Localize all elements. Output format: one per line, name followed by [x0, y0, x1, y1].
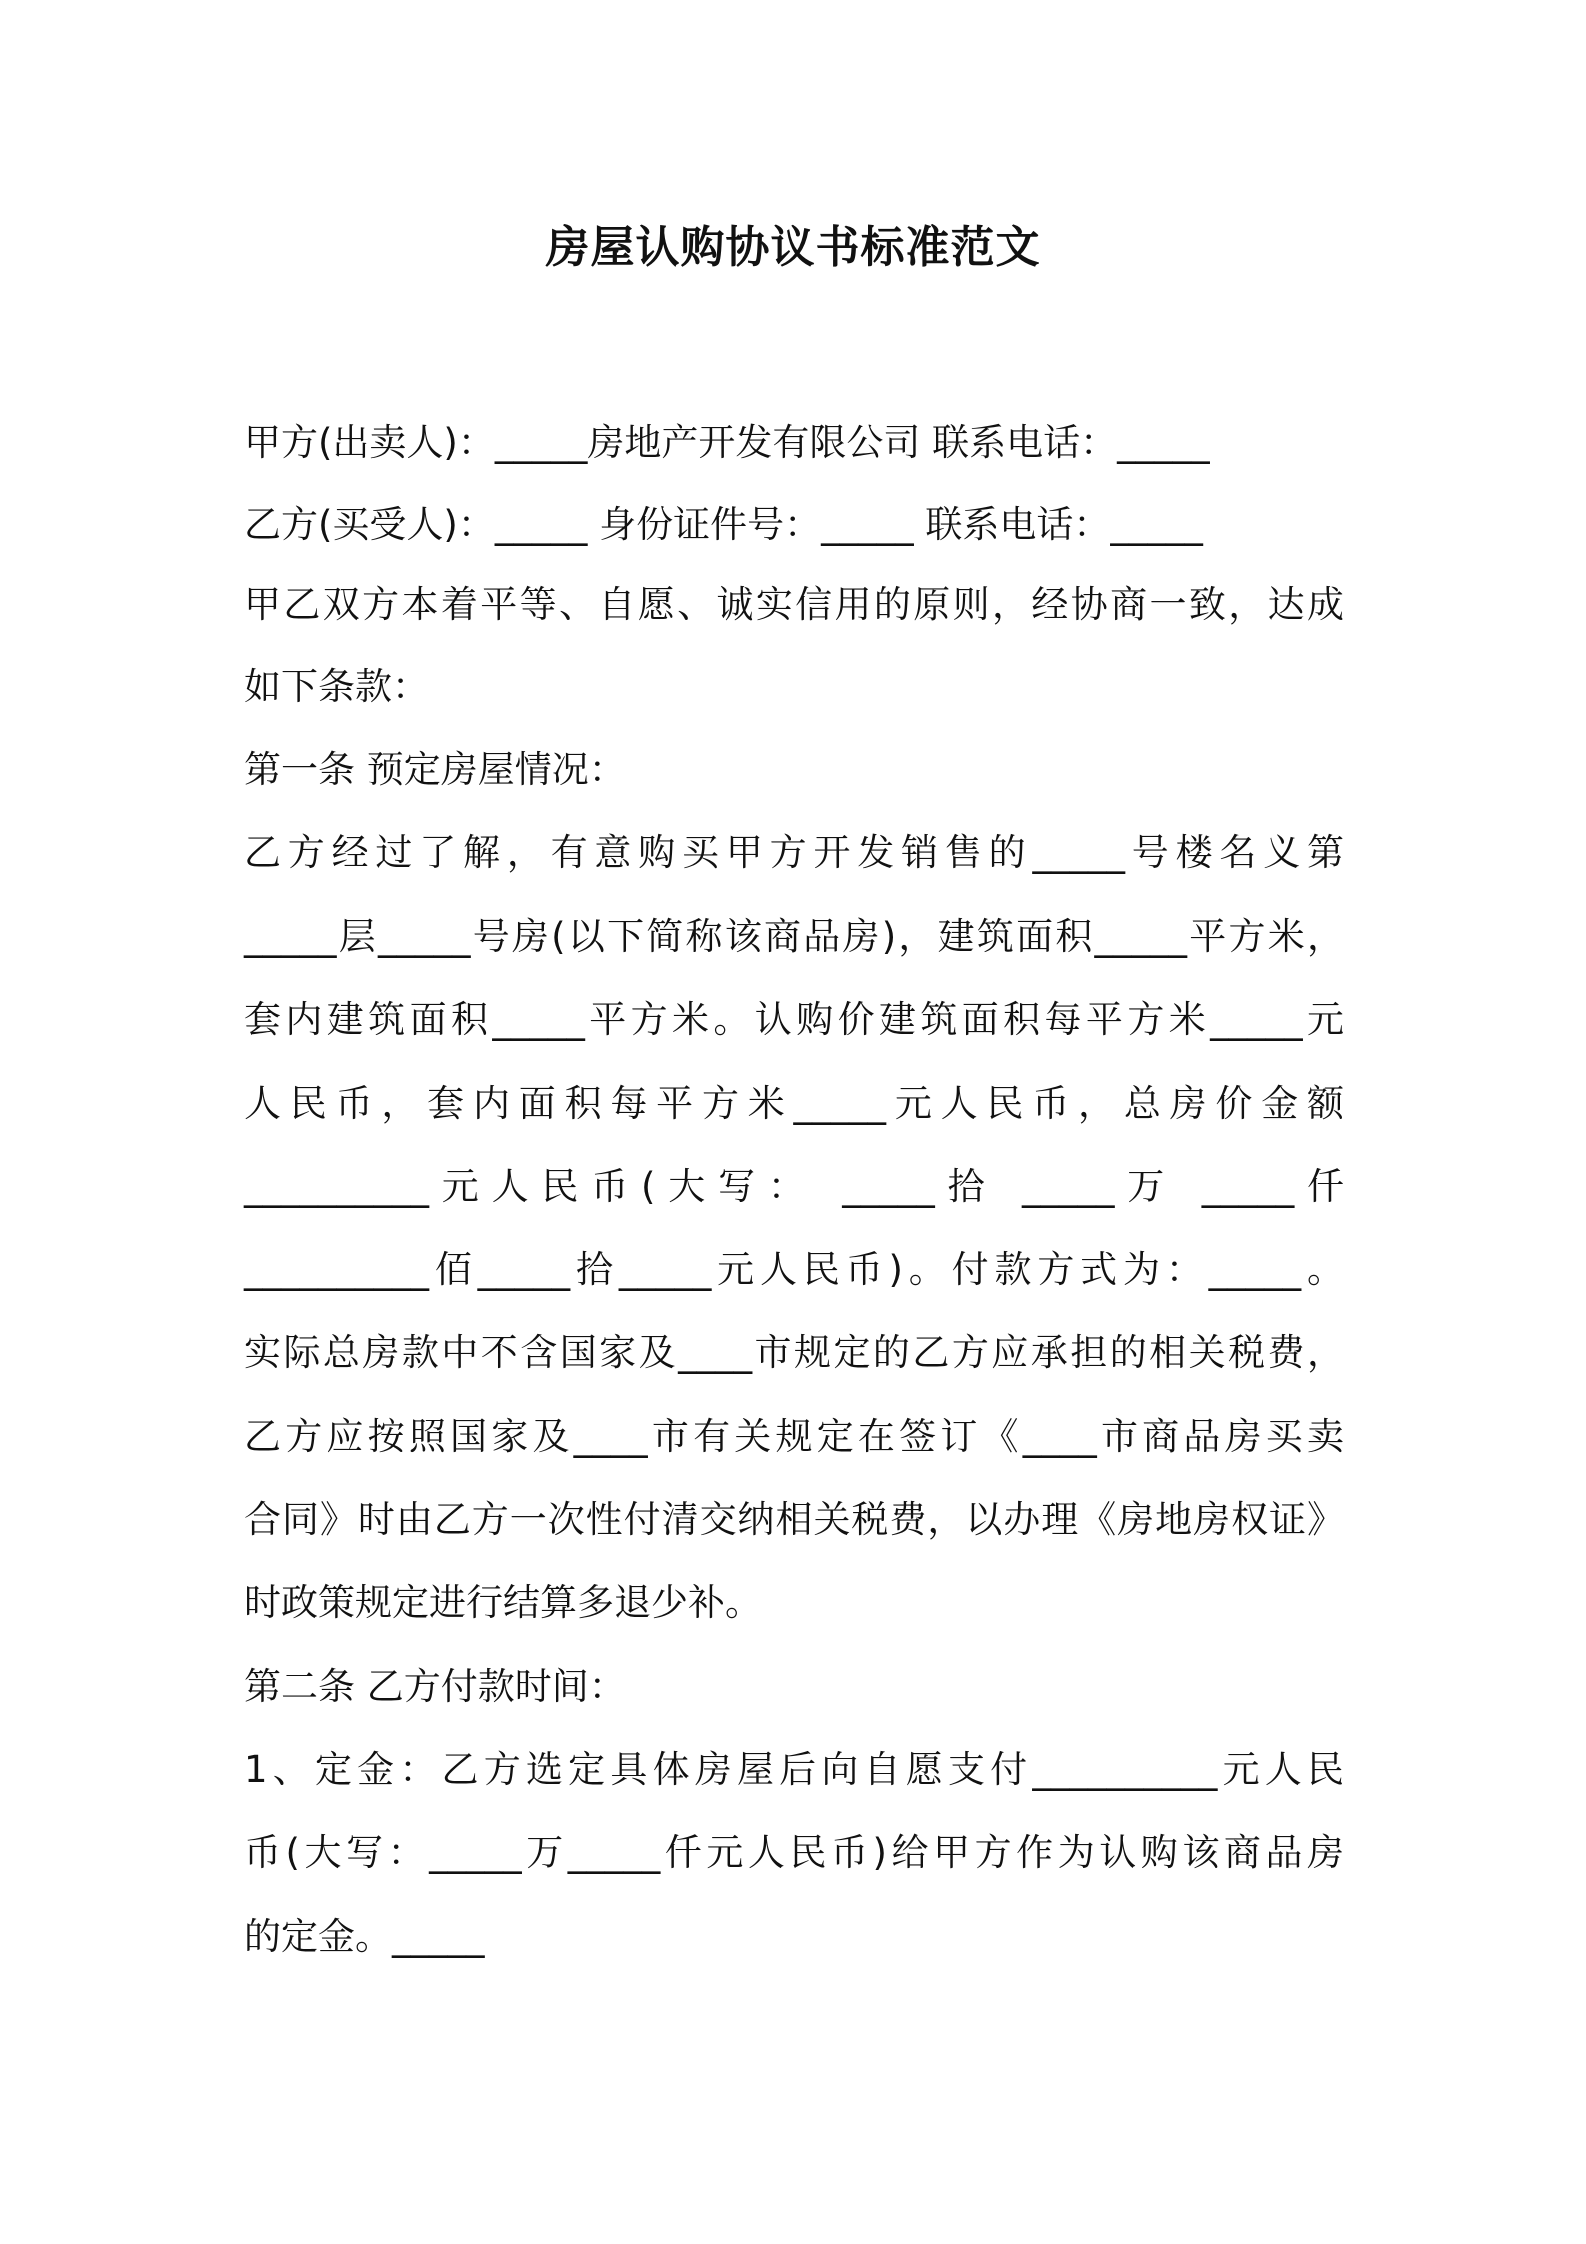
text-line-article-1-body-3: 套内建筑面积_____平方米。认购价建筑面积每平方米_____元	[244, 998, 1344, 1041]
text-line-intro-2: 如下条款：	[244, 665, 429, 708]
text-line-article-1-body-8: 乙方应按照国家及____市有关规定在签订《____市商品房买卖	[244, 1415, 1344, 1458]
text-line-article-2-heading: 第二条 乙方付款时间：	[244, 1665, 626, 1708]
text-line-article-1-body-5: __________元人民币(大写： _____拾 _____万 _____仟	[244, 1165, 1344, 1208]
text-line-article-1-body-4: 人民币，套内面积每平方米_____元人民币，总房价金额	[244, 1082, 1344, 1125]
text-line-article-1-body-6: __________佰_____拾_____元人民币)。付款方式为：_____。	[244, 1248, 1344, 1291]
text-line-party-b: 乙方(买受人)：_____ 身份证件号：_____ 联系电话：_____	[244, 503, 1203, 546]
text-line-article-1-body-7: 实际总房款中不含国家及____市规定的乙方应承担的相关税费，	[244, 1331, 1344, 1374]
document-title: 房屋认购协议书标准范文	[545, 222, 1041, 273]
text-line-article-2-body-2: 币(大写：_____万_____仟元人民币)给甲方作为认购该商品房	[244, 1831, 1344, 1874]
text-line-article-1-body-9: 合同》时由乙方一次性付清交纳相关税费，以办理《房地房权证》	[244, 1498, 1344, 1541]
text-line-article-1-body-1: 乙方经过了解，有意购买甲方开发销售的_____号楼名义第	[244, 831, 1344, 874]
text-line-party-a: 甲方(出卖人)：_____房地产开发有限公司 联系电话：_____	[244, 421, 1210, 464]
text-line-article-2-body-1: 1、定金：乙方选定具体房屋后向自愿支付__________元人民	[244, 1748, 1344, 1791]
text-line-article-1-body-2: _____层_____号房(以下简称该商品房)，建筑面积_____平方米，	[244, 915, 1344, 958]
text-line-intro-1: 甲乙双方本着平等、自愿、诚实信用的原则，经协商一致，达成	[244, 583, 1344, 626]
text-line-article-2-body-3: 的定金。_____	[244, 1915, 485, 1958]
text-line-article-1-body-10: 时政策规定进行结算多退少补。	[244, 1581, 762, 1624]
text-line-article-1-heading: 第一条 预定房屋情况：	[244, 748, 626, 791]
